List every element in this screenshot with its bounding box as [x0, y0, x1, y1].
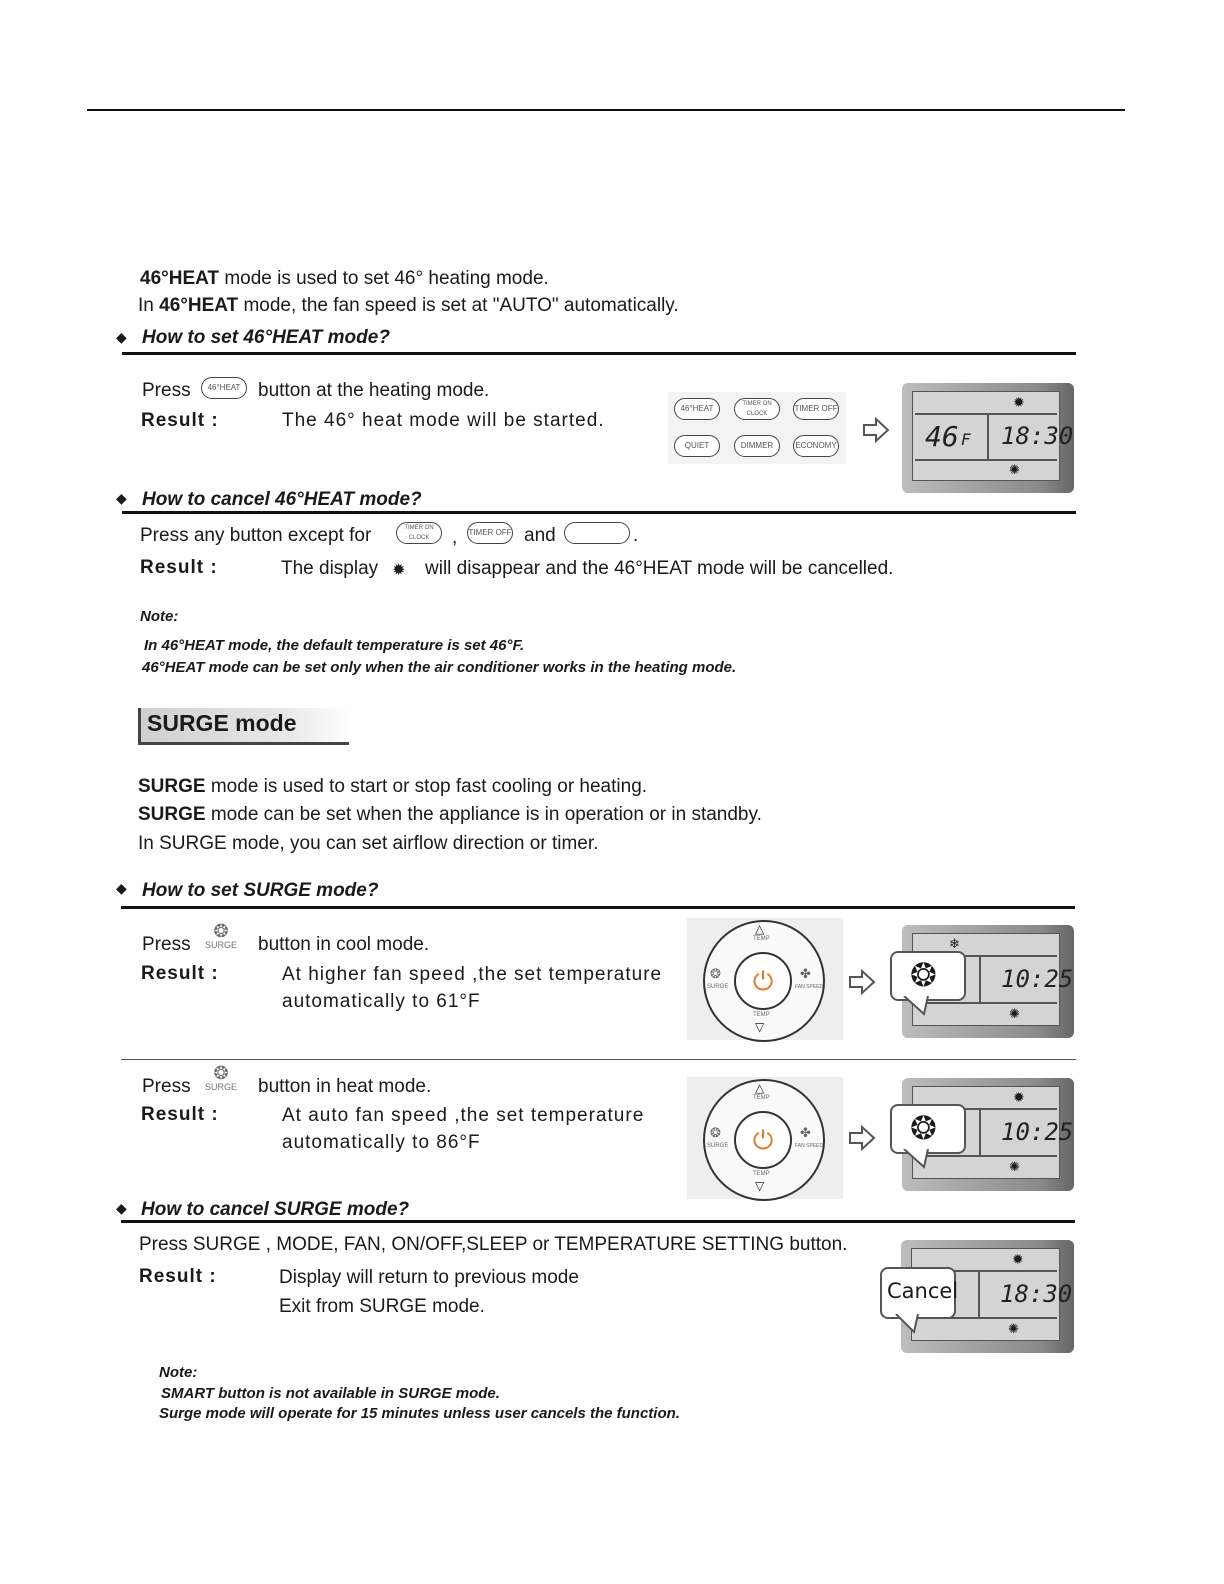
- temp-down-icon: ▽: [755, 1020, 765, 1034]
- swing-button-icon: [564, 522, 630, 544]
- lcd-divider-mid: [979, 1109, 981, 1155]
- heat46-cancel-rule: [122, 511, 1076, 514]
- surge-cancel-press: Press SURGE , MODE, FAN, ON/OFF,SLEEP or TEMPERATURE SETTING button.: [139, 1234, 848, 1255]
- remote-temp-label-top: TEMP: [753, 936, 770, 942]
- lcd-time: 18:30: [1000, 1280, 1073, 1308]
- remote-surge-swirl-icon: ❂: [710, 966, 721, 981]
- surge-set-header: How to set SURGE mode?: [142, 880, 379, 901]
- lcd-temp-unit: F: [961, 430, 971, 449]
- remote-button-46heat: 46°HEAT: [674, 398, 720, 420]
- surge-heat-press-rest: button in heat mode.: [258, 1076, 432, 1097]
- callout-pointer: [894, 1314, 924, 1334]
- surge-heat-result-2: automatically to 86°F: [282, 1132, 481, 1153]
- surge-button-label: SURGE: [204, 940, 237, 950]
- heat-sun-icon: ✹: [1013, 1089, 1025, 1105]
- lcd-divider-mid: [987, 414, 989, 459]
- surge-intro-2-bold: SURGE: [138, 804, 206, 825]
- surge-button-icon: [203, 1064, 239, 1092]
- surge-cool-result-1: At higher fan speed ,the set temperature: [282, 964, 663, 985]
- surge-intro-2-text: mode can be set when the appliance is in operation or in standby.: [205, 804, 762, 825]
- heat46-cancel-result-label: Result :: [140, 557, 218, 578]
- surge-note-1: SMART button is not available in SURGE mode.: [161, 1385, 500, 1402]
- cancel-period: .: [633, 525, 639, 546]
- remote-fan-label: FAN SPEED: [795, 1143, 824, 1149]
- press-label: Press: [142, 380, 191, 401]
- timer-on-button-icon: TIMER ON CLOCK: [396, 522, 442, 544]
- remote-button-dimmer: DIMMER: [734, 435, 780, 457]
- heat46-remote-panel: [668, 392, 846, 464]
- arrow-right-icon: [848, 1124, 876, 1152]
- remote-temp-label-top: TEMP: [753, 1095, 770, 1101]
- remote-button-quiet: QUIET: [674, 435, 720, 457]
- bullet-icon: ◆: [116, 880, 127, 896]
- surge-note-2: Surge mode will operate for 15 minutes unless user cancels the function.: [159, 1405, 680, 1422]
- heat46-set-result: The 46° heat mode will be started.: [282, 410, 605, 431]
- remote-fan-label: FAN SPEED: [795, 984, 824, 990]
- remote-button-economy: ECONOMY: [793, 435, 839, 457]
- remote-button-timer-on: TIMER ON CLOCK: [734, 398, 780, 420]
- arrow-right-icon: [848, 968, 876, 996]
- remote-surge-label: SURGE: [707, 1143, 729, 1149]
- heat-sun-icon: ✹: [1013, 394, 1025, 410]
- surge-note-label: Note:: [159, 1364, 198, 1381]
- cancel-comma: ,: [452, 527, 458, 548]
- surge-intro-2: [138, 804, 762, 826]
- heat46-intro-1-text: mode is used to set 46° heating mode.: [219, 268, 549, 289]
- fan-icon: ✺: [1009, 1006, 1020, 1021]
- callout-pointer: [902, 1149, 932, 1169]
- surge-swirl-icon: ❂: [910, 1110, 937, 1146]
- surge-cancel-callout-label: Cancel: [887, 1279, 959, 1303]
- surge-row-divider: [121, 1059, 1076, 1060]
- surge-cancel-callout: [880, 1267, 959, 1319]
- surge-swirl-icon: ❂: [213, 1063, 229, 1083]
- heat46-note-2: 46°HEAT mode can be set only when the air conditioner works in the heating mode.: [142, 659, 737, 676]
- surge-cool-remote: [687, 918, 843, 1040]
- heat46-set-rule: [122, 352, 1076, 355]
- lcd-time: 10:25: [1001, 1118, 1074, 1146]
- fan-icon: ✺: [1008, 1321, 1019, 1336]
- heat46-intro-2-bold: 46°HEAT: [159, 295, 239, 316]
- callout-pointer: [902, 996, 932, 1016]
- bullet-icon: ◆: [116, 329, 127, 345]
- power-button: ⏻: [734, 1111, 792, 1169]
- surge-section-title-box: [138, 708, 349, 745]
- heat46-note-1: In 46°HEAT mode, the default temperature is set 46°F.: [144, 637, 525, 654]
- power-button: ⏻: [734, 952, 792, 1010]
- heat46-set-header: How to set 46°HEAT mode?: [142, 327, 390, 348]
- lcd-time: 10:25: [1001, 965, 1074, 993]
- heat46-lcd-display: [902, 383, 1074, 493]
- remote-surge-swirl-icon: ❂: [710, 1125, 721, 1140]
- surge-cancel-result-2: Exit from SURGE mode.: [279, 1296, 485, 1317]
- heat46-intro-1-bold: 46°HEAT: [140, 268, 220, 289]
- surge-intro-3: In SURGE mode, you can set airflow direction or timer.: [138, 833, 599, 854]
- cool-snowflake-icon: ❄: [949, 936, 960, 951]
- lcd-divider-mid: [979, 956, 981, 1002]
- temp-up-icon: △: [755, 922, 765, 936]
- heat46-intro-2-pre: In: [138, 295, 160, 316]
- temp-up-icon: △: [755, 1081, 765, 1095]
- surge-button-label: SURGE: [204, 1082, 237, 1092]
- remote-temp-label-bottom: TEMP: [753, 1012, 770, 1018]
- remote-temp-label-bottom: TEMP: [753, 1171, 770, 1177]
- bullet-icon: ◆: [116, 490, 127, 506]
- bullet-icon: ◆: [116, 1200, 127, 1216]
- surge-cool-result-label: Result :: [141, 963, 219, 984]
- lcd-divider-mid: [978, 1271, 980, 1317]
- surge-button-icon: [203, 922, 239, 950]
- heat-sun-icon: ✹: [392, 562, 406, 579]
- remote-fan-icon: ✤: [800, 966, 811, 981]
- page-top-rule: [87, 109, 1125, 111]
- lcd-time: 18:30: [1001, 422, 1074, 450]
- heat-sun-icon: ✹: [1012, 1251, 1024, 1267]
- surge-heat-press: Press: [142, 1076, 191, 1097]
- surge-intro-1: [138, 776, 647, 798]
- surge-cancel-header: How to cancel SURGE mode?: [141, 1199, 410, 1220]
- surge-intro-1-text: mode is used to start or stop fast cooling or heating.: [205, 776, 648, 797]
- heat46-note-label: Note:: [140, 608, 179, 625]
- heat46-set-result-label: Result :: [141, 410, 219, 431]
- remote-surge-label: SURGE: [707, 984, 729, 990]
- surge-cool-press-rest: button in cool mode.: [258, 934, 430, 955]
- temp-down-icon: ▽: [755, 1179, 765, 1193]
- cancel-and: and: [524, 525, 556, 546]
- heat46-cancel-result-pre: The display: [281, 558, 379, 579]
- surge-cancel-rule: [121, 1220, 1075, 1223]
- timer-off-button-icon: TIMER OFF: [467, 522, 513, 544]
- heat46-cancel-press: Press any button except for: [140, 525, 372, 546]
- lcd-divider-bottom: [915, 1002, 1057, 1004]
- surge-heat-remote: [687, 1077, 843, 1199]
- surge-intro-1-bold: SURGE: [138, 776, 206, 797]
- lcd-screen: [912, 391, 1074, 481]
- surge-cancel-result-1: Display will return to previous mode: [279, 1267, 579, 1288]
- remote-button-timer-off: TIMER OFF: [793, 398, 839, 420]
- surge-cool-result-2: automatically to 61°F: [282, 991, 481, 1012]
- surge-swirl-icon: ❂: [910, 957, 937, 993]
- surge-heat-result-label: Result :: [141, 1104, 219, 1125]
- arrow-right-icon: [862, 416, 890, 444]
- lcd-temp: 46: [925, 420, 959, 453]
- heat46-intro-2: [138, 295, 679, 317]
- heat46-set-press-rest: button at the heating mode.: [258, 380, 490, 401]
- surge-section-title: SURGE mode: [147, 710, 297, 736]
- heat46-button-icon: 46°HEAT: [201, 377, 247, 399]
- lcd-divider-top: [915, 413, 1057, 415]
- heat46-intro-1: [140, 268, 549, 290]
- surge-set-rule: [121, 906, 1075, 909]
- surge-swirl-icon: ❂: [213, 921, 229, 941]
- heat46-cancel-header: How to cancel 46°HEAT mode?: [142, 489, 422, 510]
- fan-icon: ✺: [1009, 1159, 1020, 1174]
- lcd-divider-bottom: [915, 459, 1057, 461]
- heat46-set-press: [142, 380, 191, 402]
- surge-cancel-result-label: Result :: [139, 1266, 217, 1287]
- remote-fan-icon: ✤: [800, 1125, 811, 1140]
- heat46-cancel-result-post: will disappear and the 46°HEAT mode will be cancelled.: [425, 558, 894, 579]
- surge-heat-result-1: At auto fan speed ,the set temperature: [282, 1105, 645, 1126]
- surge-cool-press: Press: [142, 934, 191, 955]
- fan-icon: ✺: [1009, 462, 1020, 477]
- lcd-divider-bottom: [915, 1155, 1057, 1157]
- surge-callout-heat: [890, 1104, 966, 1154]
- surge-callout-cool: [890, 951, 966, 1001]
- heat46-intro-2-text: mode, the fan speed is set at "AUTO" automatically.: [238, 295, 679, 316]
